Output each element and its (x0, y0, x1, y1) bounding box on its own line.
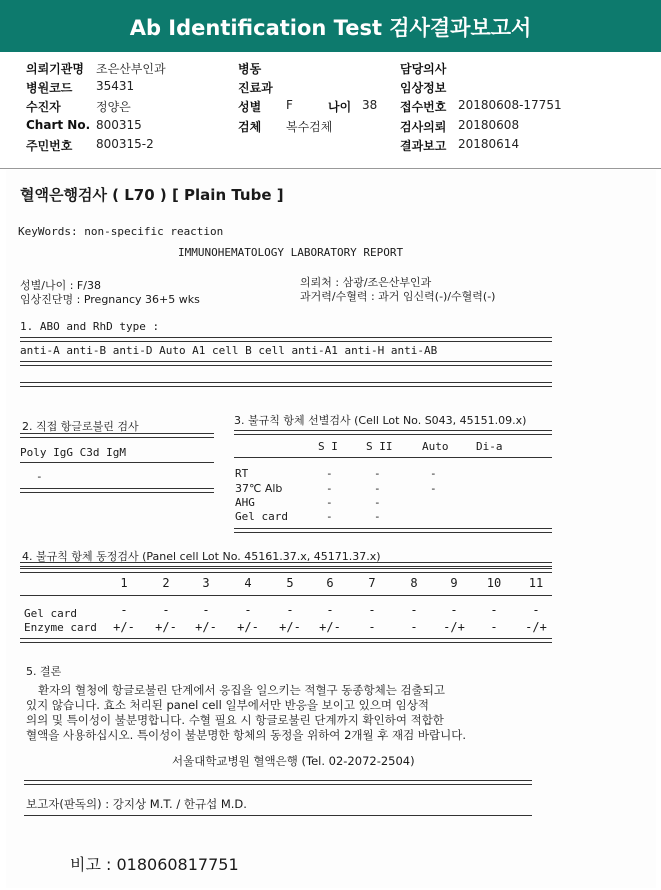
panel-cell-8: 8 (410, 576, 418, 590)
reporter-line: 보고자(판독의) : 강지상 M.T. / 한규섭 M.D. (26, 797, 247, 811)
gel-result-1: - (120, 603, 128, 617)
patient-label: 수진자 (26, 100, 61, 114)
sec3-row-ahg-label: AHG (235, 496, 255, 509)
reporter-rule (24, 815, 532, 816)
panel-cell-7: 7 (368, 576, 376, 590)
gel-result-9: - (450, 603, 458, 617)
accession-value: 20180608-17751 (458, 98, 562, 112)
header-divider (0, 168, 661, 169)
sec1-rule-mid (20, 361, 552, 366)
sec3-rule-mid (234, 457, 552, 458)
sec2-rule-top (20, 433, 214, 438)
accession-label: 접수번호 (400, 100, 447, 114)
sec3-row-ahg-s2: - (374, 496, 381, 509)
enzyme-result-1: +/- (113, 620, 135, 634)
sec3-row-alb-s2: - (374, 482, 381, 495)
gel-result-4: - (244, 603, 252, 617)
sec1-rule-top (20, 337, 552, 342)
sec3-rule-bottom (234, 528, 552, 533)
sec3-header-dia: Di-a (476, 440, 503, 453)
sec2-headers: Poly IgG C3d IgM (20, 446, 126, 459)
sec4-rule-top (20, 562, 552, 567)
conclusion-line-4: 혈액을 사용하십시오. 특이성이 불분명한 항체의 동정을 위하여 2개월 후 재검 바랍니다. (26, 728, 466, 742)
request-value: 20180608 (458, 118, 520, 132)
sec4-rule-top2 (20, 568, 552, 573)
conclusion-line-2: 있지 않습니다. 효소 처리된 panel cell 일부에서만 반응을 보이고 있으며 임상적 (26, 698, 429, 712)
remark-line: 비고 : 018060817751 (70, 855, 239, 874)
sec4-rule-bottom (20, 638, 552, 643)
panel-cell-10: 10 (486, 576, 502, 590)
sec3-row-gel-s1: - (326, 510, 333, 523)
ward-label: 병동 (238, 62, 262, 76)
diagnosis-line: 임상진단명 : Pregnancy 36+5 wks (20, 293, 200, 306)
sec3-row-alb-s1: - (326, 482, 333, 495)
gel-result-8: - (410, 603, 418, 617)
panel-cell-11: 11 (528, 576, 544, 590)
sec1-rule-bottom (20, 382, 552, 387)
sec3-row-rt-auto: - (430, 467, 437, 480)
patient-value: 정양은 (96, 100, 131, 114)
enzyme-result-9: -/+ (443, 620, 465, 634)
sec3-row-alb-label: 37℃ Alb (235, 482, 283, 495)
gel-result-3: - (202, 603, 210, 617)
sec1-title: 1. ABO and RhD type : (20, 320, 160, 333)
rrn-value: 800315-2 (96, 137, 154, 151)
sec3-row-rt-s2: - (374, 467, 381, 480)
sec3-header-s2: S II (366, 440, 393, 453)
sec3-rule-top (234, 430, 552, 435)
sec3-title: 3. 불규칙 항체 선별검사 (Cell Lot No. S043, 45151.09.x) (234, 414, 527, 427)
chart-value: 800315 (96, 118, 142, 132)
gel-result-5: - (286, 603, 294, 617)
org-label: 의뢰기관명 (26, 62, 84, 76)
lab-report-title: IMMUNOHEMATOLOGY LABORATORY REPORT (178, 246, 404, 259)
sec3-header-auto: Auto (422, 440, 449, 453)
enzyme-result-11: -/+ (525, 620, 547, 634)
sex-label: 성별 (238, 100, 262, 114)
age-value: 38 (362, 98, 378, 112)
report-title: Ab Identification Test 검사결과보고서 (0, 0, 661, 52)
enzyme-result-8: - (410, 620, 418, 634)
sex-value: F (286, 98, 293, 112)
enzyme-result-7: - (368, 620, 376, 634)
clinical-label: 임상정보 (400, 81, 447, 95)
sec4-row-gel-label: Gel card (24, 607, 77, 620)
sec3-row-alb-auto: - (430, 482, 437, 495)
patient-info-panel (0, 52, 661, 168)
sec3-header-s1: S I (318, 440, 338, 453)
report-date-value: 20180614 (458, 137, 520, 151)
rrn-label: 주민번호 (26, 139, 73, 153)
gel-result-11: - (532, 603, 540, 617)
sec2-rule-bottom (20, 488, 214, 493)
hospital-line: 서울대학교병원 혈액은행 (Tel. 02-2072-2504) (172, 754, 415, 768)
sec2-rule-mid (20, 462, 214, 463)
gel-result-10: - (490, 603, 498, 617)
scanned-report (6, 170, 656, 888)
sec1-headers: anti-A anti-B anti-D Auto A1 cell B cell anti-A1 anti-H anti-AB (20, 344, 438, 357)
sec3-row-rt-s1: - (326, 467, 333, 480)
panel-cell-2: 2 (162, 576, 170, 590)
sec2-result: - (36, 470, 43, 483)
panel-cell-3: 3 (202, 576, 210, 590)
code-value: 35431 (96, 79, 135, 93)
panel-cell-5: 5 (286, 576, 294, 590)
sec4-rule-mid (20, 595, 552, 596)
sec3-row-gel-label: Gel card (235, 510, 288, 523)
requester-line: 의뢰처 : 삼광/조은산부인과 (300, 276, 432, 289)
sec4-row-enzyme-label: Enzyme card (24, 621, 97, 634)
sec3-row-gel-s2: - (374, 510, 381, 523)
specimen-label: 검체 (238, 120, 262, 134)
panel-cell-9: 9 (450, 576, 458, 590)
sex-age-line: 성별/나이 : F/38 (20, 279, 101, 292)
gel-result-2: - (162, 603, 170, 617)
keywords: KeyWords: non-specific reaction (18, 225, 224, 238)
enzyme-result-5: +/- (279, 620, 301, 634)
report-date-label: 결과보고 (400, 139, 447, 153)
org-value: 조은산부인과 (96, 62, 166, 76)
conclusion-line-3: 의의 및 특이성이 불분명합니다. 수혈 필요 시 항글로불린 단계까지 확인하여 적합한 (26, 713, 444, 727)
sec3-row-rt-label: RT (235, 467, 249, 480)
enzyme-result-2: +/- (155, 620, 177, 634)
gel-result-7: - (368, 603, 376, 617)
sec5-rule (24, 780, 532, 785)
panel-cell-6: 6 (326, 576, 334, 590)
sec3-row-ahg-s1: - (326, 496, 333, 509)
specimen-value: 복수검체 (286, 120, 333, 134)
doc-heading: 혈액은행검사 ( L70 ) [ Plain Tube ] (20, 186, 284, 204)
request-label: 검사의뢰 (400, 120, 447, 134)
history-line: 과거력/수혈력 : 과거 임신력(-)/수혈력(-) (300, 290, 496, 303)
conclusion-line-1: 환자의 혈청에 항글로불린 단계에서 응집을 일으키는 적혈구 동종항체는 검출되고 (38, 683, 445, 697)
sec5-title: 5. 결론 (26, 665, 62, 678)
sec4-title: 4. 불규칙 항체 동정검사 (Panel cell Lot No. 45161.37.x, 45171.37.x) (22, 550, 381, 563)
panel-cell-1: 1 (120, 576, 128, 590)
panel-cell-4: 4 (244, 576, 252, 590)
age-label: 나이 (328, 100, 352, 114)
enzyme-result-3: +/- (195, 620, 217, 634)
enzyme-result-10: - (490, 620, 498, 634)
enzyme-result-6: +/- (319, 620, 341, 634)
dept-label: 진료과 (238, 81, 273, 95)
enzyme-result-4: +/- (237, 620, 259, 634)
sec2-title: 2. 직접 항글로불린 검사 (22, 420, 139, 433)
gel-result-6: - (326, 603, 334, 617)
chart-label: Chart No. (26, 118, 91, 132)
code-label: 병원코드 (26, 81, 73, 95)
doctor-label: 담당의사 (400, 62, 447, 76)
